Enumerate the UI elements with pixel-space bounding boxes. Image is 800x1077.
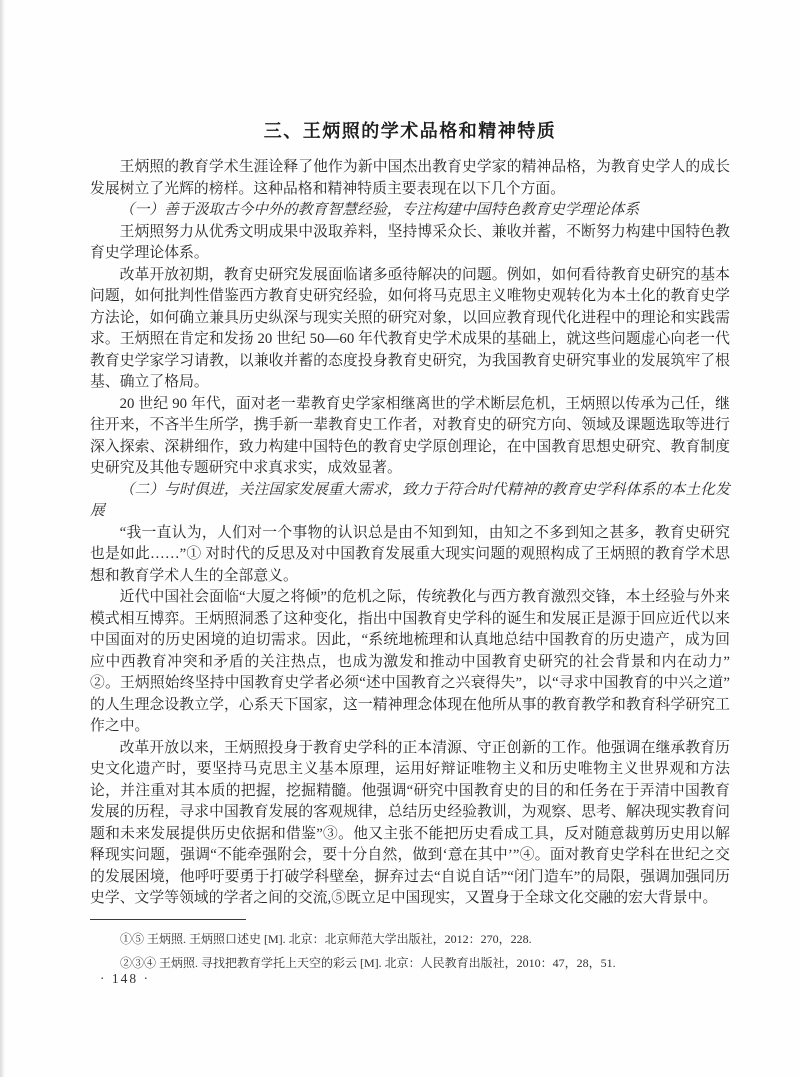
body-paragraph: 20 世纪 90 年代，面对老一辈教育史学家相继离世的学术断层危机，王炳照以传承为己任，继往开来，不吝半生所学，携手新一辈教育史工作者，对教育史的研究方向、领域及课题选取等进行深入探索、深耕细作，致力构建中国特色的教育史学原创理论，在中国教育思想史研究、教育制度史研究及其他专题研究中求真求实，成效显著。 — [90, 395, 730, 476]
body-paragraph: 王炳照的教育学术生涯诠释了他作为新中国杰出教育史学家的精神品格，为教育史学人的成长发展树立了光辉的榜样。这种品格和精神特质主要表现在以下几个方面。 — [90, 159, 730, 197]
section-heading-2: （二）与时俱进，关注国家发展重大需求，致力于符合时代精神的教育史学科体系的本土化发展 — [90, 481, 730, 519]
body-paragraph: 改革开放初期，教育史研究发展面临诸多亟待解决的问题。例如，如何看待教育史研究的基本问题，如何批判性借鉴西方教育史研究经验，如何将马克思主义唯物史观转化为本土化的教育史学方法论，如何确立兼具历史纵深与现实关照的研究对象，以回应教育现代化进程中的理论和实践需求。王炳照在肯定和发扬 20 世纪 50—60 年代教育史学术成果的基础上，就这些问题虚心向老一代教育史学家学习请教，以兼收并蓄的态度投身教育史研究，为我国教育史研究事业的发展筑牢了根基、确立了格局。 — [90, 266, 730, 390]
body-paragraph: 改革开放以来，王炳照投身于教育史学科的正本清源、守正创新的工作。他强调在继承教育历史文化遗产时，要坚持马克思主义基本原理，运用好辩证唯物主义和历史唯物主义世界观和方法论，并注重对其本质的把握，挖掘精髓。他强调“研究中国教育史的目的和任务在于弄清中国教育发展的历程，寻求中国教育发展的客观规律，总结历史经验教训，为观察、思考、解决现实教育问题和未来发展提供历史依据和借鉴”③。他又主张不能把历史看成工具，反对随意裁剪历史用以解释现实问题，强调“不能牵强附会，要十分自然，做到‘意在其中’”④。面对教育史学科在世纪之交的发展困境，他呼吁要勇于打破学科壁垒，摒弃过去“自说自话”“闭门造车”的局限，强调加强同历史学、文学等领域的学者之间的交流,⑤既立足中国现实，又置身于全球文化交融的宏大背景中。 — [90, 739, 730, 906]
footnotes-block — [90, 927, 730, 975]
footnote: ②③④ 王炳照. 寻找把教育学托上天空的彩云 [M]. 北京：人民教育出版社，2010：47，28，51. — [120, 956, 616, 970]
section-title: 三、王炳照的学术品格和精神特质 — [263, 121, 557, 142]
section-heading-1: （一）善于汲取古今中外的教育智慧经验，专注构建中国特色教育史学理论体系 — [119, 202, 640, 218]
page-content — [90, 121, 730, 910]
body-paragraph: “我一直认为，人们对一个事物的认识总是由不知到知，由知之不多到知之甚多，教育史研究也是如此……”① 对时代的反思及对中国教育发展重大现实问题的观照构成了王炳照的教育学术思想和教育学术人生的全部意义。 — [90, 524, 730, 584]
body-paragraph: 近代中国社会面临“大厦之将倾”的危机之际，传统教化与西方教育激烈交锋，本土经验与外来模式相互博弈。王炳照洞悉了这种变化，指出中国教育史学科的诞生和发展正是源于回应近代以来中国面对的历史困境的迫切需求。因此，“系统地梳理和认真地总结中国教育的历史遗产，成为回应中西教育冲突和矛盾的关注热点，也成为激发和推动中国教育史研究的社会背景和内在动力”②。王炳照始终坚持中国教育史学者必须“述中国教育之兴衰得失”，以“寻求中国教育的中兴之道”的人生理念设教立学，心系天下国家，这一精神理念体现在他所从事的教育教学和教育科学研究工作之中。 — [90, 589, 730, 734]
footnote: ①⑤ 王炳照. 王炳照口述史 [M]. 北京：北京师范大学出版社，2012：270，228. — [120, 932, 532, 946]
page-number: · 148 · — [100, 971, 150, 986]
footnote-separator — [90, 919, 246, 920]
body-paragraph: 王炳照努力从优秀文明成果中汲取养料，坚持博采众长、兼收并蓄，不断努力构建中国特色教育史学理论体系。 — [90, 223, 730, 261]
